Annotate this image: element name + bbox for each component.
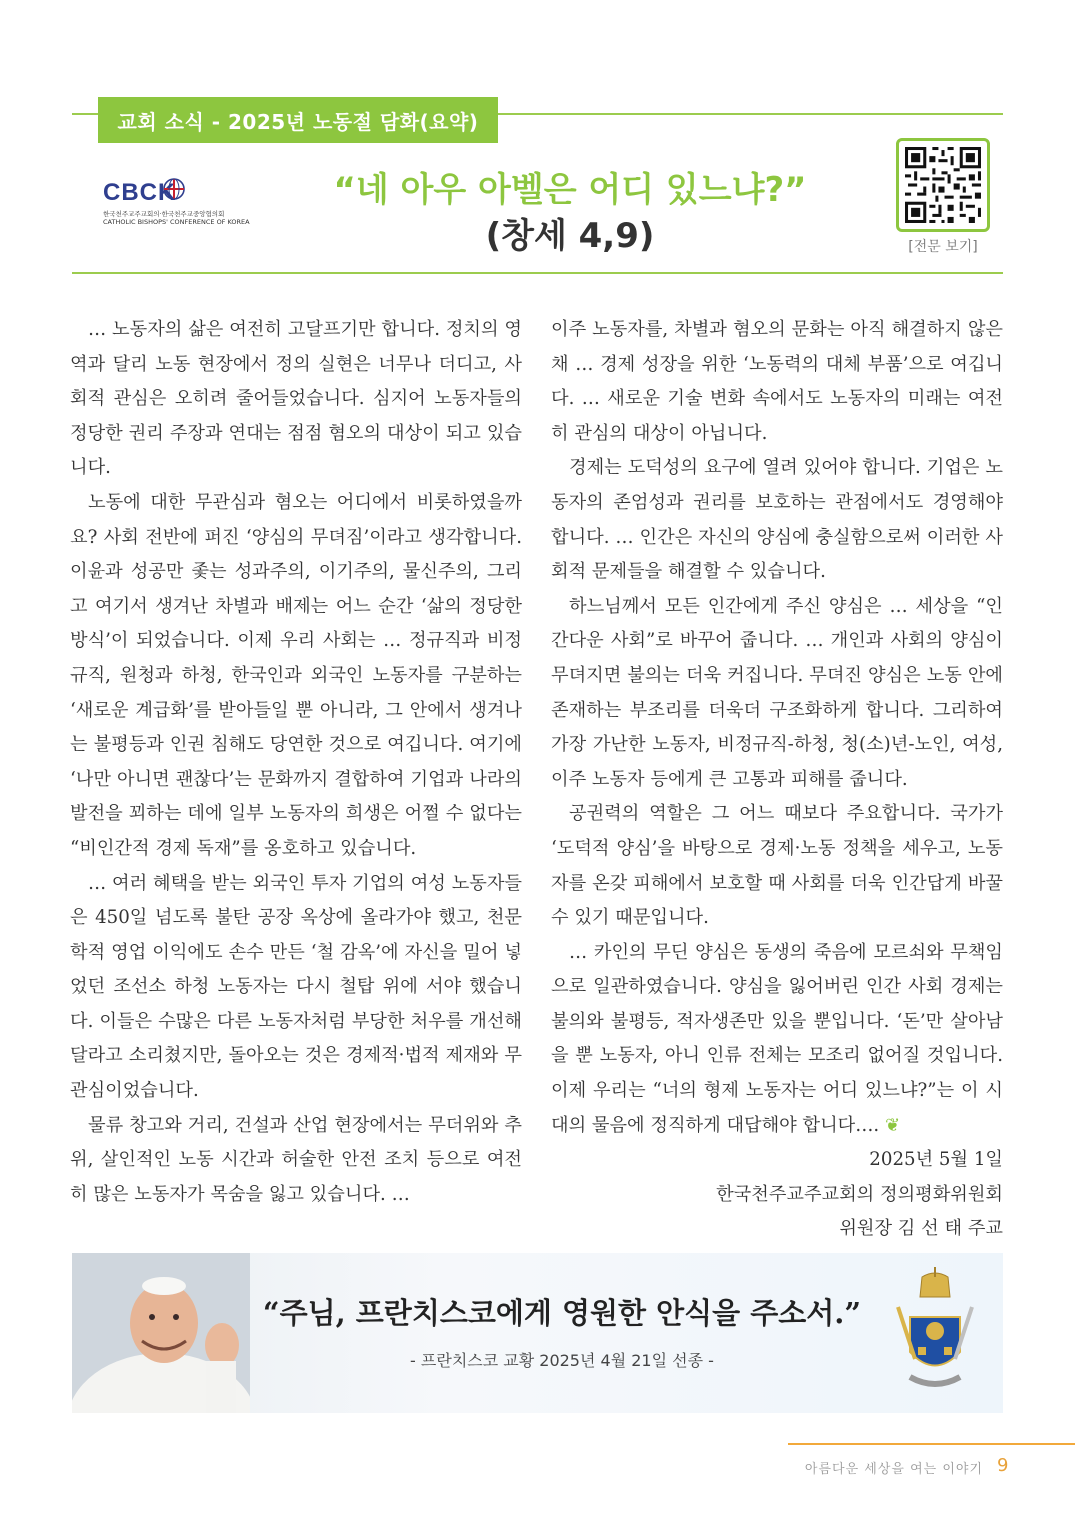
footer-rule <box>788 1443 1075 1445</box>
logo-line-english: CATHOLIC BISHOPS' CONFERENCE OF KOREA <box>103 218 250 226</box>
logo-line-korean: 한국천주교주교회의·한국천주교중앙협의회 <box>103 210 225 218</box>
leaf-icon: ❦ <box>885 1114 901 1136</box>
qr-code[interactable] <box>896 138 990 232</box>
paragraph: 하느님께서 모든 인간에게 주신 양심은 … 세상을 “인간다운 사회”로 바꾸어 줍니다. … 개인과 사회의 양심이 무뎌지면 불의는 더욱 커집니다. 무뎌진 양심은 노동 안에 존재하는 부조리를 더욱더 구조화하게 합니다. 그리하여 가장 가난한 노동자, 비정규직-하청, 청(소)년-노인, 여성, 이주 노동자 등에게 큰 고통과 피해를 줍니다. <box>551 595 1003 790</box>
cross-globe-icon <box>162 177 186 201</box>
page-number: 9 <box>997 1455 1009 1476</box>
paragraph: 공권력의 역할은 그 어느 때보다 주요합니다. 국가가 ‘도덕적 양심’을 바탕으로 경제·노동 정책을 세우고, 노동자를 온갖 피해에서 보호할 때 사회를 더욱 인간답게 바꿀 수 있기 때문입니다. <box>551 803 1003 929</box>
memorial-quote: “주님, 프란치스코에게 영원한 안식을 주소서.” <box>262 1296 862 1330</box>
page-subtitle: (창세 4,9) <box>485 216 655 256</box>
qr-caption[interactable]: [전문 보기] <box>908 239 978 255</box>
paragraph: 물류 창고와 거리, 건설과 산업 현장에서는 무더위와 추위, 살인적인 노동 시간과 허술한 안전 조치 등으로 여전히 많은 노동자가 목숨을 잃고 있습니다. … <box>70 1114 522 1205</box>
paragraph: 경제는 도덕성의 요구에 열려 있어야 합니다. 기업은 노동자의 존엄성과 권리를 보호하는 관점에서도 경영해야 합니다. … 인간은 자신의 양심에 충실함으로써 이러한 사회적 문제들을 해결할 수 있습니다. <box>551 457 1003 583</box>
memorial-caption: - 프란치스코 교황 2025년 4월 21일 선종 - <box>410 1351 714 1370</box>
paragraph-last <box>551 936 1003 1144</box>
section-label: 교회 소식 - 2025년 노동절 담화(요약) <box>98 97 498 143</box>
body-column-left <box>70 313 522 1212</box>
signature-date: 2025년 5월 1일 <box>869 1149 1003 1171</box>
page-title: “네 아우 아벨은 어디 있느냐?” <box>333 170 807 210</box>
memorial-banner <box>72 1253 1003 1413</box>
paragraph-text: … 카인의 무딘 양심은 동생의 죽음에 모르쇠와 무책임으로 일관하였습니다. 양심을 잃어버린 인간 사회 경제는 불의와 불평등, 적자생존만 있을 뿐입니다. ‘돈’만 살아남을 뿐 노동자, 아니 인류 전체는 모조리 없어질 것입니다. 이제 우리는 “너의 형제 노동자는 어디 있느냐?”는 이 시대의 물음에 정직하게 대답해야 합니다…. <box>551 941 1003 1136</box>
header-divider <box>72 272 1003 274</box>
qr-code-icon <box>905 147 981 223</box>
paragraph: 노동에 대한 무관심과 혐오는 어디에서 비롯하였을까요? 사회 전반에 퍼진 ‘양심의 무뎌짐’이라고 생각합니다. 이윤과 성공만 좇는 성과주의, 이기주의, 물신주의, 그리고 여기서 생겨난 차별과 배제는 어느 순간 ‘삶의 정당한 방식’이 되었습니다. 이제 우리 사회는 … 정규직과 비정규직, 원청과 하청, 한국인과 외국인 노동자를 구분하는 ‘새로운 계급화’를 받아들일 뿐 아니라, 그 안에서 생겨나는 불평등과 인권 침해도 당연한 것으로 여깁니다. 여기에 ‘나만 아니면 괜찮다’는 문화까지 결합하여 기업과 나라의 발전을 꾀하는 데에 일부 노동자의 희생은 어쩔 수 없다는 “비인간적 경제 독재”를 옹호하고 있습니다. <box>70 491 522 859</box>
paragraph: … 노동자의 삶은 여전히 고달프기만 합니다. 정치의 영역과 달리 노동 현장에서 정의 실현은 너무나 더디고, 사회적 관심은 오히려 줄어들었습니다. 심지어 노동자들의 정당한 권리 주장과 연대는 점점 혐오의 대상이 되고 있습니다. <box>70 319 522 479</box>
body-column-right <box>551 313 1003 1247</box>
logo-main: CBCK <box>103 179 177 206</box>
coat-of-arms-icon <box>890 1267 980 1397</box>
signature-signer: 위원장 김 선 태 주교 <box>839 1218 1003 1240</box>
signature-org: 한국천주교주교회의 정의평화위원회 <box>716 1183 1003 1205</box>
paragraph: 이주 노동자를, 차별과 혐오의 문화는 아직 해결하지 않은 채 … 경제 성장을 위한 ‘노동력의 대체 부품’으로 여깁니다. … 새로운 기술 변화 속에서도 노동자의 미래는 여전히 관심의 대상이 아닙니다. <box>551 319 1003 444</box>
footer-tagline: 아름다운 세상을 여는 이야기 <box>804 1462 983 1477</box>
paragraph: … 여러 혜택을 받는 외국인 투자 기업의 여성 노동자들은 450일 넘도록 불탄 공장 옥상에 올라가야 했고, 천문학적 영업 이익에도 손수 만든 ‘철 감옥’에 자신을 밀어 넣었던 조선소 하청 노동자는 다시 철탑 위에 서야 했습니다. 이들은 수많은 다른 노동자처럼 부당한 처우를 개선해 달라고 소리쳤지만, 돌아오는 것은 경제적·법적 제재와 무관심이었습니다. <box>70 872 522 1102</box>
pope-photo <box>72 1253 250 1413</box>
